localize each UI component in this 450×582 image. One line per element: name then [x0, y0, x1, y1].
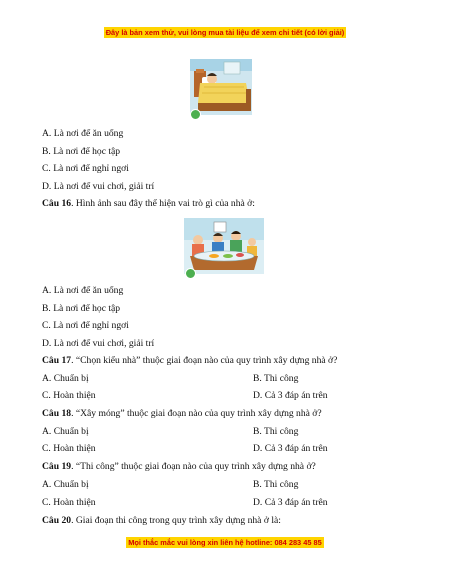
q17-option-b: B. Thi công — [253, 373, 299, 384]
prev-option-c: C. Là nơi để nghỉ ngơi — [42, 163, 129, 174]
question-18 — [42, 408, 322, 420]
q19-option-a: A. Chuẩn bị — [42, 479, 89, 490]
q19-option-d: D. Cả 3 đáp án trên — [253, 497, 328, 508]
bedroom-illustration — [190, 59, 252, 115]
family-meal-illustration — [184, 218, 264, 274]
question-19-text: . “Thi công” thuộc giai đoạn nào của quy trình xây dựng nhà ở? — [71, 461, 316, 472]
question-20-label: Câu 20 — [42, 515, 72, 526]
figure-number-badge — [185, 268, 196, 279]
prev-option-b: B. Là nơi để học tập — [42, 146, 121, 157]
question-20-text: . Giai đoạn thi công trong quy trình xây dựng nhà ở là: — [71, 515, 281, 526]
question-18-label: Câu 18 — [42, 408, 72, 419]
q18-option-c: C. Hoàn thiện — [42, 443, 96, 454]
q16-option-d: D. Là nơi để vui chơi, giải trí — [42, 338, 155, 349]
question-18-text: . “Xây móng” thuộc giai đoạn nào của quy trình xây dựng nhà ở? — [71, 408, 322, 419]
q16-option-a: A. Là nơi để ăn uống — [42, 285, 124, 296]
q18-options-row-1 — [42, 426, 299, 438]
question-16-text: . Hình ảnh sau đây thể hiện vai trò gì của nhà ở: — [71, 198, 255, 209]
q18-option-a: A. Chuẩn bị — [42, 426, 89, 437]
q19-option-b: B. Thi công — [253, 479, 299, 490]
question-16 — [42, 198, 255, 210]
q18-option-b: B. Thi công — [253, 426, 299, 437]
preview-notice-text: Đây là bản xem thử, vui lòng mua tài liệu để xem chi tiết (có lời giải) — [105, 28, 345, 37]
question-19 — [42, 461, 316, 473]
question-17-label: Câu 17 — [42, 355, 72, 366]
q18-option-d: D. Cả 3 đáp án trên — [253, 443, 328, 454]
question-19-label: Câu 19 — [42, 461, 72, 472]
prev-option-a: A. Là nơi để ăn uống — [42, 128, 124, 139]
q18-options-row-2 — [42, 443, 328, 455]
hotline-text: Mọi thắc mắc vui lòng xin liên hệ hotline: 084 283 45 85 — [128, 538, 322, 547]
q19-option-c: C. Hoàn thiện — [42, 497, 96, 508]
question-17-text: . “Chọn kiểu nhà” thuộc giai đoạn nào của quy trình xây dựng nhà ở? — [71, 355, 338, 366]
preview-notice-banner — [0, 28, 450, 37]
q17-options-row-2 — [42, 390, 328, 402]
q16-option-b: B. Là nơi để học tập — [42, 303, 121, 314]
q19-options-row-2 — [42, 497, 328, 509]
q17-option-d: D. Cả 3 đáp án trên — [253, 390, 328, 401]
q16-option-c: C. Là nơi để nghỉ ngơi — [42, 320, 129, 331]
q17-options-row-1 — [42, 373, 299, 385]
q17-option-a: A. Chuẩn bị — [42, 373, 89, 384]
figure-number-badge — [190, 109, 201, 120]
question-20 — [42, 515, 281, 527]
question-16-label: Câu 16 — [42, 198, 72, 209]
prev-option-d: D. Là nơi để vui chơi, giải trí — [42, 181, 155, 192]
q17-option-c: C. Hoàn thiện — [42, 390, 96, 401]
q19-options-row-1 — [42, 479, 299, 491]
hotline-banner — [0, 538, 450, 547]
question-17 — [42, 355, 337, 367]
